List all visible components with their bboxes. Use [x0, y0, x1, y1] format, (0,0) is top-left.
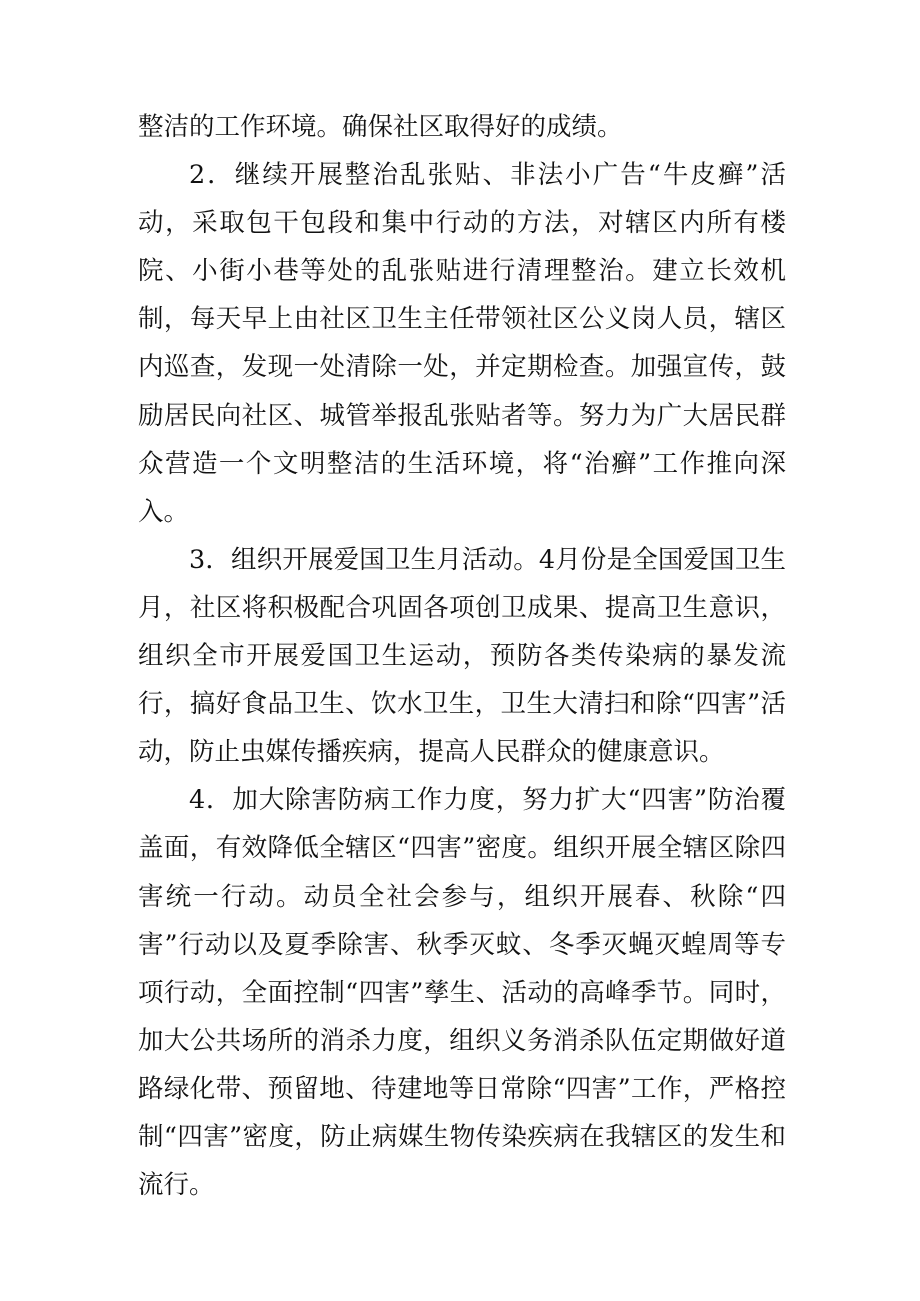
paragraph-item-3: 3．组织开展爱国卫生月活动。4月份是全国爱国卫生月，社区将积极配合巩固各项创卫成果、提高卫生意识，组织全市开展爱国卫生运动，预防各类传染病的暴发流行，搞好食品卫生、饮水卫生，卫生大清扫和除“四害”活动，防止虫媒传播疾病，提高人民群众的健康意识。 — [138, 544, 786, 768]
paragraph-item-2: 2．继续开展整治乱张贴、非法小广告“牛皮癣”活动，采取包干包段和集中行动的方法，对辖区内所有楼院、小街小巷等处的乱张贴进行清理整治。建立长效机制，每天早上由社区卫生主任带领社区公义岗人员，辖区内巡查，发现一处清除一处，并定期检查。加强宣传，鼓励居民向社区、城管举报乱张贴者等。努力为广大居民群众营造一个文明整洁的生活环境，将“治癣”工作推向深入。 — [138, 160, 786, 527]
document-body — [138, 103, 786, 1209]
paragraph-continuation: 整洁的工作环境。确保社区取得好的成绩。 — [138, 112, 623, 142]
paragraph-item-4: 4．加大除害防病工作力度，努力扩大“四害”防治覆盖面，有效降低全辖区“四害”密度。组织开展全辖区除四害统一行动。动员全社会参与，组织开展春、秋除“四害”行动以及夏季除害、秋季灭蚊、冬季灭蝇灭蝗周等专项行动，全面控制“四害”孳生、活动的高峰季节。同时，加大公共场所的消杀力度，组织义务消杀队伍定期做好道路绿化带、预留地、待建地等日常除“四害”工作，严格控制“四害”密度，防止病媒生物传染疾病在我辖区的发生和流行。 — [138, 785, 786, 1201]
